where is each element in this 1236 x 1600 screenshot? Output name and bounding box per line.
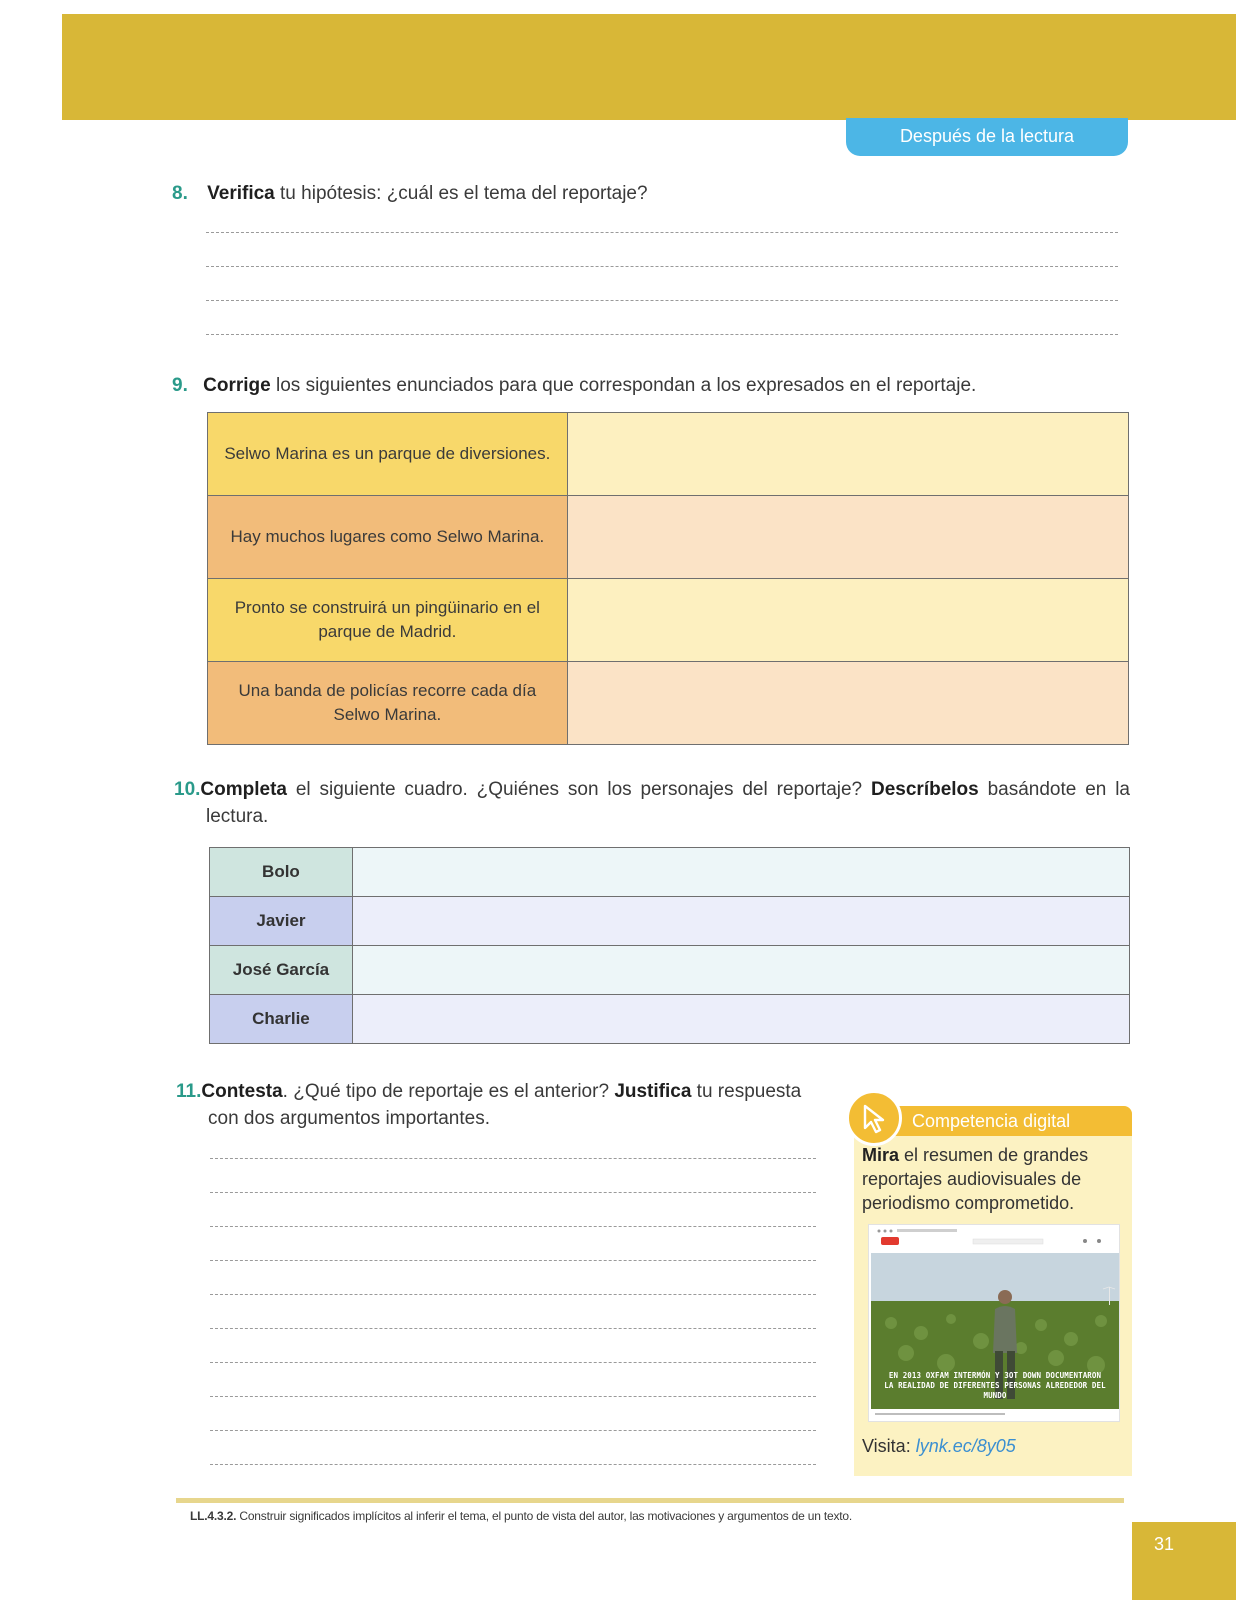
question-number: 8. <box>172 183 188 204</box>
browser-url-bar <box>873 1228 1115 1234</box>
question-number: 9. <box>172 375 188 396</box>
character-name-cell: José García <box>210 946 353 995</box>
description-cell[interactable] <box>352 946 1129 995</box>
description-cell[interactable] <box>352 995 1129 1044</box>
question-text: tu hipótesis: ¿cuál es el tema del reportaje? <box>274 183 648 204</box>
visit-line <box>862 1436 1016 1457</box>
question-verb: Corrige <box>203 375 271 396</box>
characters-table <box>209 847 1130 1044</box>
description-cell[interactable] <box>352 897 1129 946</box>
question-verb: Descríbelos <box>871 779 979 800</box>
cursor-icon <box>846 1090 902 1146</box>
table-row <box>208 496 1129 579</box>
question-text: . ¿Qué tipo de reportaje es el anterior? <box>282 1081 615 1102</box>
visit-link[interactable]: lynk.ec/8y05 <box>915 1436 1016 1456</box>
answer-lines-8[interactable] <box>206 232 1118 342</box>
standard-code: LL.4.3.2. <box>190 1509 237 1523</box>
question-10 <box>174 776 1130 830</box>
question-verb: Completa <box>200 779 287 800</box>
question-text: el siguiente cuadro. ¿Quiénes son los personajes del reportaje? <box>287 779 871 800</box>
description-cell[interactable] <box>352 848 1129 897</box>
comp-description: el resumen de grandes reportajes audiovisuales de periodismo comprometido. <box>862 1145 1089 1213</box>
header-band <box>62 14 1236 120</box>
statement-cell: Hay muchos lugares como Selwo Marina. <box>208 496 568 579</box>
video-footer <box>875 1412 1115 1418</box>
correction-cell[interactable] <box>567 413 1128 496</box>
question-11 <box>176 1078 828 1132</box>
question-verb: Verifica <box>207 183 275 204</box>
statement-cell: Pronto se construirá un pingüinario en el parque de Madrid. <box>208 579 568 662</box>
video-caption: EN 2013 OXFAM INTERMÓN Y 3OT DOWN DOCUMENTARON LA REALIDAD DE DIFERENTES PERSONAS ALREDEDOR DEL MUNDO <box>884 1371 1106 1400</box>
table-row <box>210 897 1130 946</box>
character-name-cell: Javier <box>210 897 353 946</box>
table-row <box>210 946 1130 995</box>
answer-lines-11[interactable] <box>210 1158 816 1474</box>
question-number: 11. <box>176 1081 202 1102</box>
page-number: 31 <box>1132 1522 1236 1600</box>
visit-label: Visita: <box>862 1436 916 1456</box>
question-text: basándote en la lectura. <box>206 779 1130 827</box>
correction-cell[interactable] <box>567 579 1128 662</box>
correction-table <box>207 412 1129 745</box>
video-thumbnail[interactable] <box>868 1224 1120 1422</box>
digital-competence-title: Competencia digital <box>878 1106 1132 1136</box>
question-text: tu respuesta con dos argumentos importantes. <box>208 1081 802 1129</box>
question-text: los siguientes enunciados para que correspondan a los expresados en el reportaje. <box>270 375 977 396</box>
correction-cell[interactable] <box>567 662 1128 745</box>
digital-competence-text <box>862 1143 1128 1215</box>
section-tab: Después de la lectura <box>846 118 1128 156</box>
question-number: 10. <box>174 779 201 800</box>
footer-rule <box>176 1498 1124 1503</box>
correction-cell[interactable] <box>567 496 1128 579</box>
table-row <box>208 579 1129 662</box>
question-8 <box>172 180 1112 207</box>
table-row <box>210 995 1130 1044</box>
youtube-bar <box>873 1237 1115 1247</box>
question-verb: Contesta <box>201 1081 283 1102</box>
video-frame[interactable] <box>871 1253 1119 1409</box>
curriculum-standard <box>190 1509 852 1523</box>
statement-cell: Una banda de policías recorre cada día Selwo Marina. <box>208 662 568 745</box>
character-name-cell: Bolo <box>210 848 353 897</box>
character-name-cell: Charlie <box>210 995 353 1044</box>
comp-verb: Mira <box>862 1145 900 1165</box>
statement-cell: Selwo Marina es un parque de diversiones. <box>208 413 568 496</box>
question-verb: Justifica <box>614 1081 692 1102</box>
standard-text: Construir significados implícitos al inferir el tema, el punto de vista del autor, las motivaciones y argumentos de un texto. <box>236 1509 852 1523</box>
question-9 <box>172 372 1122 399</box>
table-row <box>210 848 1130 897</box>
table-row <box>208 413 1129 496</box>
table-row <box>208 662 1129 745</box>
